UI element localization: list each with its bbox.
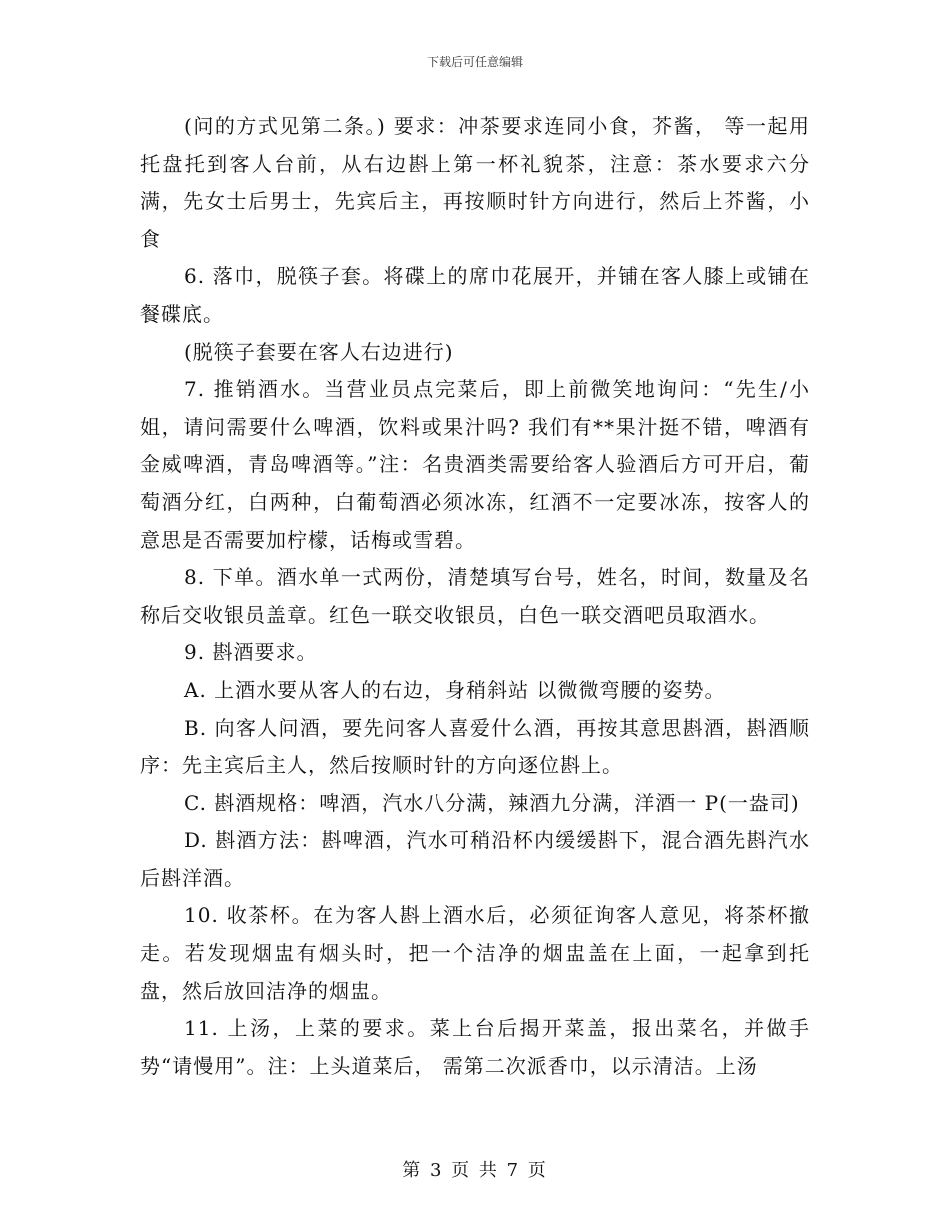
document-body — [140, 108, 810, 1085]
page-header: 下载后可任意编辑 — [426, 55, 523, 69]
paragraph-order: 8. 下单。酒水单一式两份，清楚填写台号，姓名，时间，数量及名称后交收银员盖章。红色一联交收银员，白色一联交酒吧员取酒水。 — [140, 565, 810, 627]
paragraph-pour-d: D. 斟酒方法：斟啤酒，汽水可稍沿杯内缓缓斟下，混合酒先斟汽水后斟洋酒。 — [140, 828, 810, 890]
paragraph-pour-b: B. 向客人问酒，要先问客人喜爱什么酒，再按其意思斟酒，斟酒顺序：先主宾后主人，然后按顺时针的方向逐位斟上。 — [140, 715, 810, 778]
paragraph-tea-service: (问的方式见第二条。) 要求：冲茶要求连同小食，芥酱， 等一起用托盘托到客人台前，从右边斟上第一杯礼貌茶，注意：茶水要求六分满，先女士后男士，先宾后主，再按顺时针方向进行，然后上芥酱，小食 — [140, 114, 810, 251]
paragraph-pour-c: C. 斟酒规格：啤酒，汽水八分满，辣酒九分满，洋酒一 P(一盎司) — [184, 790, 800, 815]
paragraph-pour-requirements: 9. 斟酒要求。 — [184, 640, 318, 665]
paragraph-serve-dishes: 11. 上汤，上菜的要求。菜上台后揭开菜盖，报出菜名，并做手势“请慢用”。注：上头道菜后， 需第二次派香巾，以示清洁。上汤 — [140, 1016, 810, 1078]
paragraph-chopstick-note: (脱筷子套要在客人右边进行) — [184, 339, 454, 364]
paragraph-drink-sales: 7. 推销酒水。当营业员点完菜后，即上前微笑地询问：“先生/小姐，请问需要什么啤酒，饮料或果汁吗? 我们有**果汁挺不错，啤酒有金威啤酒，青岛啤酒等。”注：名贵酒类需要给客人验酒后方可开启，葡萄酒分红，白两种，白葡萄酒必须冰冻，红酒不一定要冰冻，按客人的意思是否需要加柠檬，话梅或雪碧。 — [140, 377, 810, 552]
paragraph-napkin: 6. 落巾，脱筷子套。将碟上的席巾花展开，并铺在客人膝上或铺在餐碟底。 — [140, 264, 810, 326]
paragraph-collect-cups: 10. 收茶杯。在为客人斟上酒水后，必须征询客人意见，将茶杯撤走。若发现烟盅有烟头时，把一个洁净的烟盅盖在上面，一起拿到托盘，然后放回洁净的烟盅。 — [140, 903, 810, 1003]
page-footer: 第 3 页 共 7 页 — [402, 1160, 548, 1181]
paragraph-pour-a: A. 上酒水要从客人的右边，身稍斜站 以微微弯腰的姿势。 — [184, 677, 726, 702]
